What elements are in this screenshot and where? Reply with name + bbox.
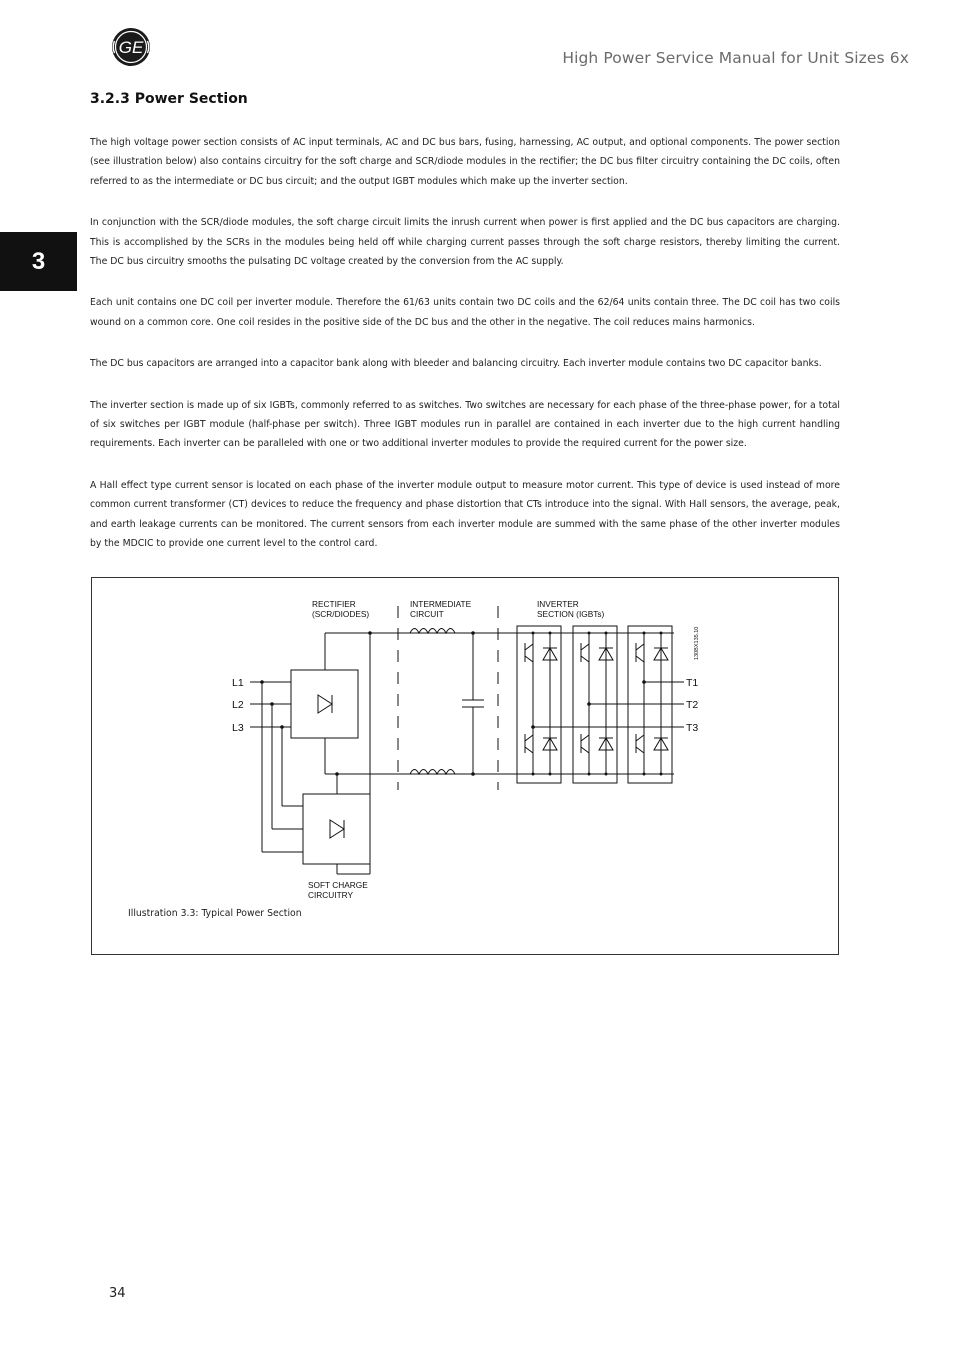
input-l2: L2 — [232, 699, 244, 711]
paragraph-hall-sensor: A Hall effect type current sensor is located on each phase of the inverter module output to measure motor current. This type of device is used instead of more common current transformer (CT) devices to reduce the frequency and phase distortion that CTs introduce into the signal. With Hall sensors, the average, peak, and earth leakage currents can be monitored. The current sensors from each inverter module are summed with the same phase of the other inverter modules by the MDCIC to provide one current level to the control card. — [90, 479, 840, 550]
output-t1: T1 — [686, 677, 699, 689]
label-soft-charge-sub: CIRCUITRY — [308, 890, 354, 900]
label-rectifier-sub: (SCR/DIODES) — [312, 609, 370, 619]
section-heading: 3.2.3 Power Section — [90, 91, 248, 107]
ge-logo — [111, 27, 151, 67]
label-intermediate-sub: CIRCUIT — [410, 609, 444, 619]
label-rectifier: RECTIFIER — [312, 599, 356, 609]
label-inverter-sub: SECTION (IGBTs) — [537, 609, 605, 619]
body-text — [90, 133, 840, 576]
chapter-tab: 3 — [0, 232, 77, 291]
input-l1: L1 — [232, 677, 244, 689]
label-soft-charge: SOFT CHARGE — [308, 880, 368, 890]
label-intermediate: INTERMEDIATE — [410, 599, 472, 609]
paragraph-dc-coil: Each unit contains one DC coil per inverter module. Therefore the 61/63 units contain two DC coils and the 62/64 units contain three. The DC coil has two coils wound on a common core. One coil resides in the positive side of the DC bus and the other in the negative. The coil reduces mains harmonics. — [90, 297, 840, 328]
paragraph-inverter: The inverter section is made up of six IGBTs, commonly referred to as switches. Two switches are necessary for each phase of the three-phase power, for a total of six switches per IGBT module (half-phase per switch). Three IGBT modules run in parallel are contained in each inverter due to the high current handling requirements. Each inverter can be paralleled with one or two additional inverter modules to provide the required current for the power size. — [90, 399, 840, 450]
page-number: 34 — [109, 1286, 126, 1301]
header-title: High Power Service Manual for Unit Sizes 6x — [562, 49, 909, 67]
figure-caption: Illustration 3.3: Typical Power Section — [128, 908, 302, 919]
label-inverter: INVERTER — [537, 599, 579, 609]
paragraph-intro: The high voltage power section consists of AC input terminals, AC and DC bus bars, fusing, harnessing, AC output, and optional components. The power section (see illustration below) also contains circuitry for the soft charge and SCR/diode modules in the rectifier; the DC bus filter circuitry containing the DC coils, often referred to as the intermediate or DC bus circuit; and the output IGBT modules which make up the inverter section. — [90, 137, 840, 187]
output-t3: T3 — [686, 722, 699, 734]
power-section-diagram — [92, 578, 840, 956]
paragraph-soft-charge: In conjunction with the SCR/diode modules, the soft charge circuit limits the inrush current when power is first applied and the DC bus capacitors are charging. This is accomplished by the SCRs in the modules being held off while charging current passes through the soft charge resistors, thereby limiting the current. The DC bus circuitry smooths the pulsating DC voltage created by the conversion from the AC supply. — [90, 217, 840, 268]
paragraph-capacitors: The DC bus capacitors are arranged into a capacitor bank along with bleeder and balancing circuitry. Each inverter module contains two DC capacitor banks. — [90, 358, 822, 370]
input-l3: L3 — [232, 722, 244, 734]
output-t2: T2 — [686, 699, 699, 711]
power-section-figure — [91, 577, 839, 955]
ge-logo-text: GE — [118, 38, 144, 57]
label-doc-code: 130BX135.10 — [694, 626, 700, 660]
